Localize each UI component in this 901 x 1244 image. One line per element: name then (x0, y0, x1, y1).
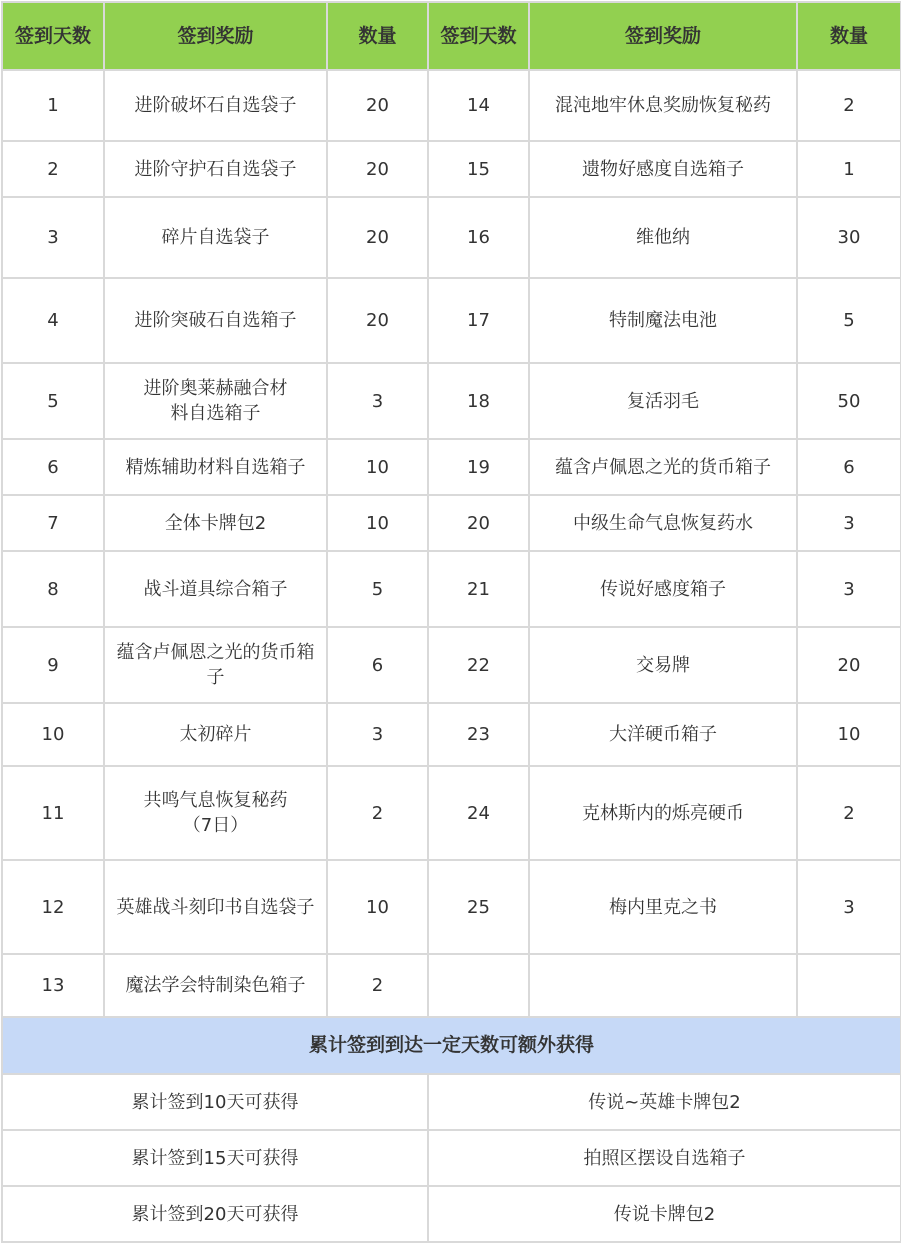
reward-cell: 精炼辅助材料自选箱子 (104, 439, 327, 495)
header-quantity: 数量 (327, 2, 428, 70)
reward-cell: 交易牌 (529, 627, 797, 703)
signin-rewards-table (1, 1, 901, 1243)
day-cell: 4 (2, 278, 104, 363)
header-day: 签到天数 (428, 2, 529, 70)
day-cell: 24 (428, 766, 529, 860)
cumulative-bonus-title: 累计签到到达一定天数可额外获得 (2, 1017, 901, 1074)
header-row (2, 2, 901, 70)
reward-cell: 传说好感度箱子 (529, 551, 797, 627)
quantity-cell: 2 (797, 766, 901, 860)
reward-cell: 进阶奥莱赫融合材料自选箱子 (104, 363, 327, 439)
quantity-cell: 10 (327, 495, 428, 551)
reward-cell: 进阶守护石自选袋子 (104, 141, 327, 197)
reward-cell: 战斗道具综合箱子 (104, 551, 327, 627)
day-cell: 21 (428, 551, 529, 627)
quantity-cell: 2 (797, 70, 901, 141)
day-cell (428, 954, 529, 1017)
table-row (2, 627, 901, 703)
table-row (2, 954, 901, 1017)
table-row (2, 141, 901, 197)
day-cell: 6 (2, 439, 104, 495)
quantity-cell: 20 (327, 197, 428, 278)
quantity-cell: 1 (797, 141, 901, 197)
day-cell: 17 (428, 278, 529, 363)
quantity-cell: 10 (327, 439, 428, 495)
section-title-row (2, 1017, 901, 1074)
header-day: 签到天数 (2, 2, 104, 70)
day-cell: 18 (428, 363, 529, 439)
reward-cell: 进阶破坏石自选袋子 (104, 70, 327, 141)
quantity-cell: 20 (327, 70, 428, 141)
quantity-cell: 10 (327, 860, 428, 954)
day-cell: 9 (2, 627, 104, 703)
quantity-cell: 5 (327, 551, 428, 627)
quantity-cell: 20 (327, 278, 428, 363)
quantity-cell: 20 (327, 141, 428, 197)
day-cell: 13 (2, 954, 104, 1017)
day-cell: 11 (2, 766, 104, 860)
reward-cell: 遗物好感度自选箱子 (529, 141, 797, 197)
bonus-condition: 累计签到20天可获得 (2, 1186, 428, 1242)
reward-cell: 英雄战斗刻印书自选袋子 (104, 860, 327, 954)
quantity-cell: 3 (797, 860, 901, 954)
table-row (2, 278, 901, 363)
reward-cell (104, 766, 327, 860)
reward-cell: 中级生命气息恢复药水 (529, 495, 797, 551)
quantity-cell: 3 (797, 551, 901, 627)
reward-cell: 大洋硬币箱子 (529, 703, 797, 766)
reward-cell: 复活羽毛 (529, 363, 797, 439)
bonus-condition: 累计签到10天可获得 (2, 1074, 428, 1130)
day-cell: 19 (428, 439, 529, 495)
day-cell: 25 (428, 860, 529, 954)
table-row (2, 197, 901, 278)
reward-cell (529, 954, 797, 1017)
bonus-row (2, 1074, 901, 1130)
bonus-condition: 累计签到15天可获得 (2, 1130, 428, 1186)
quantity-cell: 6 (327, 627, 428, 703)
quantity-cell: 3 (327, 363, 428, 439)
quantity-cell: 3 (797, 495, 901, 551)
reward-cell: 混沌地牢休息奖励恢复秘药 (529, 70, 797, 141)
table-row (2, 439, 901, 495)
reward-cell: 特制魔法电池 (529, 278, 797, 363)
reward-cell: 进阶突破石自选箱子 (104, 278, 327, 363)
quantity-cell: 2 (327, 766, 428, 860)
day-cell: 12 (2, 860, 104, 954)
table-row (2, 860, 901, 954)
day-cell: 20 (428, 495, 529, 551)
quantity-cell: 50 (797, 363, 901, 439)
reward-cell: 克林斯内的烁亮硬币 (529, 766, 797, 860)
day-cell: 2 (2, 141, 104, 197)
table-row (2, 363, 901, 439)
header-reward: 签到奖励 (529, 2, 797, 70)
quantity-cell: 2 (327, 954, 428, 1017)
reward-cell: 维他纳 (529, 197, 797, 278)
quantity-cell: 30 (797, 197, 901, 278)
bonus-row (2, 1130, 901, 1186)
day-cell: 1 (2, 70, 104, 141)
reward-name: 共鸣气息恢复秘药 (143, 790, 288, 811)
table-row (2, 495, 901, 551)
day-cell: 23 (428, 703, 529, 766)
reward-duration: （7日） (182, 815, 249, 836)
reward-cell: 太初碎片 (104, 703, 327, 766)
reward-cell: 碎片自选袋子 (104, 197, 327, 278)
header-reward: 签到奖励 (104, 2, 327, 70)
day-cell: 22 (428, 627, 529, 703)
header-quantity: 数量 (797, 2, 901, 70)
table-row (2, 766, 901, 860)
quantity-cell: 3 (327, 703, 428, 766)
quantity-cell: 20 (797, 627, 901, 703)
day-cell: 15 (428, 141, 529, 197)
bonus-reward: 拍照区摆设自选箱子 (428, 1130, 901, 1186)
bonus-row (2, 1186, 901, 1242)
day-cell: 16 (428, 197, 529, 278)
reward-cell: 梅内里克之书 (529, 860, 797, 954)
table-row (2, 703, 901, 766)
reward-cell: 蕴含卢佩恩之光的货币箱子 (529, 439, 797, 495)
bonus-reward: 传说~英雄卡牌包2 (428, 1074, 901, 1130)
reward-cell: 全体卡牌包2 (104, 495, 327, 551)
table-row (2, 70, 901, 141)
bonus-reward: 传说卡牌包2 (428, 1186, 901, 1242)
day-cell: 7 (2, 495, 104, 551)
reward-cell: 蕴含卢佩恩之光的货币箱子 (104, 627, 327, 703)
day-cell: 14 (428, 70, 529, 141)
quantity-cell: 10 (797, 703, 901, 766)
day-cell: 10 (2, 703, 104, 766)
day-cell: 8 (2, 551, 104, 627)
quantity-cell: 6 (797, 439, 901, 495)
quantity-cell (797, 954, 901, 1017)
day-cell: 5 (2, 363, 104, 439)
reward-cell: 魔法学会特制染色箱子 (104, 954, 327, 1017)
day-cell: 3 (2, 197, 104, 278)
table-row (2, 551, 901, 627)
quantity-cell: 5 (797, 278, 901, 363)
